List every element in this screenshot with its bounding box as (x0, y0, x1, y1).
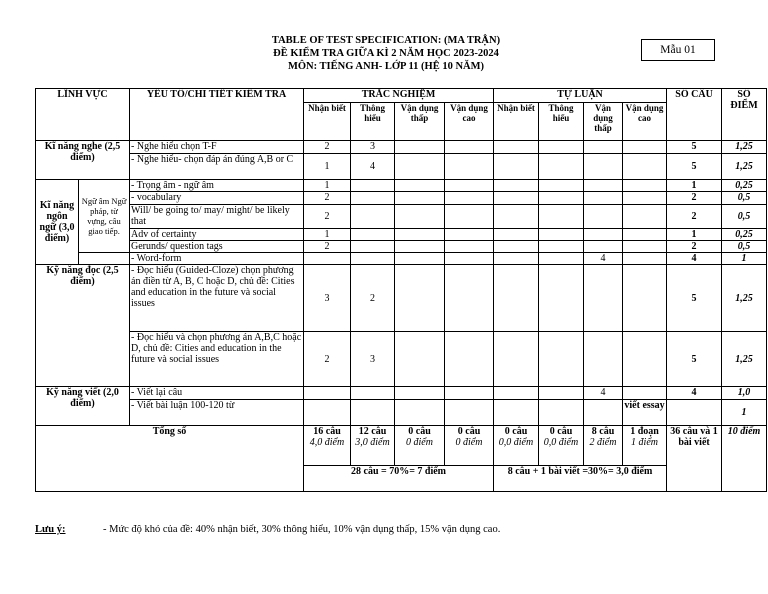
row-count: 2 (667, 192, 722, 205)
cell (623, 229, 667, 241)
col-header-score: SỐ ĐIỂM (722, 89, 767, 141)
table-row (36, 229, 767, 241)
col-header-detail: YÊU TỐ/CHI TIẾT KIỂM TRA (130, 89, 304, 141)
col-header-count: SỐ CÂU (667, 89, 722, 141)
row-score: 0,25 (722, 229, 767, 241)
cell (584, 154, 623, 180)
cell (445, 265, 494, 332)
row-score: 1,25 (722, 141, 767, 154)
cell (304, 400, 351, 426)
cell: 3 (351, 141, 395, 154)
cell (494, 400, 539, 426)
cell (351, 229, 395, 241)
total-points: 0,0 điểm (543, 437, 579, 448)
essay-level-4: Vận dụng cao (623, 103, 667, 141)
row-count: 4 (667, 253, 722, 265)
cell (539, 265, 584, 332)
row-detail: Adv of certainty (130, 229, 304, 241)
cell (539, 141, 584, 154)
cell (623, 265, 667, 332)
row-detail: - Đọc hiểu và chọn phương án A,B,C hoặc D, chủ đề: Cities and education in the future và social issues (130, 332, 304, 387)
cell (395, 229, 445, 241)
row-score: 1 (722, 253, 767, 265)
cell: 2 (351, 265, 395, 332)
form-label-box: Mẫu 01 (641, 39, 715, 61)
section-language: Kĩ năng ngôn ngữ (3,0 điểm) (36, 180, 79, 265)
cell (351, 241, 395, 253)
row-score: 1 (722, 400, 767, 426)
cell (351, 387, 395, 400)
cell (494, 229, 539, 241)
cell (584, 332, 623, 387)
row-count: 1 (667, 180, 722, 192)
cell (623, 332, 667, 387)
cell (395, 205, 445, 229)
cell (584, 141, 623, 154)
table-row (36, 141, 767, 154)
specification-table (35, 88, 767, 492)
cell (304, 387, 351, 400)
cell: 4 (584, 387, 623, 400)
row-score: 0,5 (722, 205, 767, 229)
total-score: 10 điểm (722, 426, 767, 492)
row-score: 1,25 (722, 154, 767, 180)
mc-level-2: Thông hiểu (351, 103, 395, 141)
cell (539, 205, 584, 229)
row-score: 1,0 (722, 387, 767, 400)
cell: 3 (304, 265, 351, 332)
cell (584, 205, 623, 229)
cell (351, 180, 395, 192)
mc-level-1: Nhận biết (304, 103, 351, 141)
table-row (36, 387, 767, 400)
row-count: 2 (667, 205, 722, 229)
cell (623, 205, 667, 229)
cell (395, 400, 445, 426)
mc-level-4: Vận dụng cao (445, 103, 494, 141)
row-score: 1,25 (722, 265, 767, 332)
cell (494, 332, 539, 387)
row-detail: Will/ be going to/ may/ might/ be likely that (130, 205, 304, 229)
empty-cell (79, 253, 130, 265)
table-row (36, 253, 767, 265)
cell (539, 253, 584, 265)
essay-summary: 8 câu + 1 bài viết =30%= 3,0 điểm (494, 466, 667, 492)
row-detail: - Viết bài luận 100-120 từ (130, 400, 304, 426)
cell (539, 180, 584, 192)
cell (584, 192, 623, 205)
cell (395, 141, 445, 154)
table-row (36, 241, 767, 253)
total-points: 1 điểm (631, 437, 658, 448)
cell (395, 253, 445, 265)
cell (445, 154, 494, 180)
cell (623, 192, 667, 205)
cell (304, 253, 351, 265)
cell (584, 229, 623, 241)
cell (445, 229, 494, 241)
cell (445, 400, 494, 426)
section-language-sub: Ngữ âm Ngữ pháp, từ vựng, câu giao tiếp. (79, 180, 130, 253)
row-detail: - Viết lại câu (130, 387, 304, 400)
essay-level-3: Vận dụng thấp (584, 103, 623, 141)
cell (445, 387, 494, 400)
section-listening: Kĩ năng nghe (2,5 điểm) (36, 141, 130, 180)
cell (395, 265, 445, 332)
cell (584, 241, 623, 253)
section-reading: Kỹ năng đọc (2,5 điểm) (36, 265, 130, 387)
total-points: 0,0 điểm (498, 437, 534, 448)
row-detail: Gerunds/ question tags (130, 241, 304, 253)
cell (539, 192, 584, 205)
row-count: 1 (667, 229, 722, 241)
cell (539, 241, 584, 253)
cell (351, 253, 395, 265)
document-header (200, 34, 572, 73)
essay-level-1: Nhận biết (494, 103, 539, 141)
row-detail: - Nghe hiểu- chọn đáp án đúng A,B or C (130, 154, 304, 180)
cell (351, 205, 395, 229)
row-count: 5 (667, 141, 722, 154)
total-count: 0 câu (408, 426, 431, 437)
totals-row (36, 426, 767, 466)
table-row (36, 154, 767, 180)
cell: 2 (304, 332, 351, 387)
cell (395, 192, 445, 205)
footnote-text: - Mức độ khó của đề: 40% nhận biết, 30% thông hiểu, 10% vận dụng thấp, 15% vận dụng cao. (103, 524, 501, 535)
row-count: 2 (667, 241, 722, 253)
row-detail: - Trọng âm - ngữ âm (130, 180, 304, 192)
cell (445, 332, 494, 387)
cell (445, 253, 494, 265)
cell (623, 253, 667, 265)
col-header-domain: LĨNH VỰC (36, 89, 130, 141)
table-row (36, 192, 767, 205)
row-score: 0,5 (722, 241, 767, 253)
table-row (36, 400, 767, 426)
cell (445, 205, 494, 229)
cell (494, 387, 539, 400)
cell (395, 332, 445, 387)
cell (494, 205, 539, 229)
cell (494, 180, 539, 192)
cell: 4 (351, 154, 395, 180)
cell (623, 241, 667, 253)
cell (584, 400, 623, 426)
cell (395, 387, 445, 400)
cell (445, 241, 494, 253)
total-count: 16 câu (313, 426, 341, 437)
cell (395, 180, 445, 192)
col-header-essay: TỰ LUẬN (494, 89, 667, 103)
total-count: 0 câu (457, 426, 481, 437)
mc-level-3: Vận dụng thấp (395, 103, 445, 141)
table-row (36, 332, 767, 387)
row-detail: - Word-form (130, 253, 304, 265)
totals-label: Tổng số (36, 426, 304, 492)
footnote-label: Lưu ý: (35, 524, 66, 535)
total-count: 0 câu (504, 426, 528, 437)
cell (539, 387, 584, 400)
cell (584, 180, 623, 192)
cell (494, 253, 539, 265)
cell (623, 180, 667, 192)
row-score: 0,5 (722, 192, 767, 205)
total-count: 8 câu (591, 426, 615, 437)
row-count (667, 400, 722, 426)
cell (445, 180, 494, 192)
cell: 2 (304, 141, 351, 154)
cell (539, 332, 584, 387)
total-points: 3,0 điểm (355, 437, 390, 448)
col-header-mc: TRẮC NGHIỆM (304, 89, 494, 103)
total-count: 0 câu (549, 426, 573, 437)
cell (623, 154, 667, 180)
cell (623, 387, 667, 400)
row-count: 5 (667, 265, 722, 332)
cell: 1 (304, 229, 351, 241)
cell (395, 241, 445, 253)
footnote (35, 523, 500, 536)
cell: 2 (304, 192, 351, 205)
cell (445, 192, 494, 205)
cell (539, 229, 584, 241)
row-detail: - Đọc hiểu (Guided-Cloze) chọn phương án điền từ A, B, C hoặc D, chủ đề: Cities and education in the future và social issues (130, 265, 304, 332)
cell: 4 (584, 253, 623, 265)
header-line-2: ĐỀ KIỂM TRA GIỮA KÌ 2 NĂM HỌC 2023-2024 (273, 48, 499, 59)
mc-summary: 28 câu = 70%= 7 điểm (304, 466, 494, 492)
cell: 3 (351, 332, 395, 387)
row-score: 0,25 (722, 180, 767, 192)
cell (584, 265, 623, 332)
total-points: 0 điểm (455, 437, 483, 448)
cell (623, 141, 667, 154)
row-count: 5 (667, 154, 722, 180)
cell: 2 (304, 205, 351, 229)
row-count: 5 (667, 332, 722, 387)
cell (494, 265, 539, 332)
cell: 1 (304, 154, 351, 180)
row-detail: - vocabulary (130, 192, 304, 205)
cell (494, 241, 539, 253)
table-row (36, 265, 767, 332)
total-count: 12 câu (358, 426, 387, 437)
table-row (36, 205, 767, 229)
cell: 2 (304, 241, 351, 253)
cell: viết essay (623, 400, 667, 426)
cell (494, 192, 539, 205)
essay-level-2: Thông hiểu (539, 103, 584, 141)
cell (445, 141, 494, 154)
total-points: 2 điểm (589, 437, 617, 448)
cell (539, 154, 584, 180)
cell (494, 141, 539, 154)
section-writing: Kỹ năng viết (2,0 điểm) (36, 387, 130, 426)
row-score: 1,25 (722, 332, 767, 387)
cell (351, 400, 395, 426)
total-question-count: 36 câu và 1 bài viết (667, 426, 722, 492)
cell (539, 400, 584, 426)
total-points: 0 điểm (406, 437, 433, 448)
header-line-3: MÔN: TIẾNG ANH- LỚP 11 (HỆ 10 NĂM) (287, 61, 485, 72)
cell (351, 192, 395, 205)
row-detail: - Nghe hiểu chọn T-F (130, 141, 304, 154)
cell (494, 154, 539, 180)
row-count: 4 (667, 387, 722, 400)
total-points: 4,0 điểm (309, 437, 345, 448)
total-count: 1 đoạn (630, 426, 659, 437)
table-row (36, 180, 767, 192)
cell: 1 (304, 180, 351, 192)
header-line-1: TABLE OF TEST SPECIFICATION: (MA TRẬN) (271, 35, 501, 46)
cell (395, 154, 445, 180)
